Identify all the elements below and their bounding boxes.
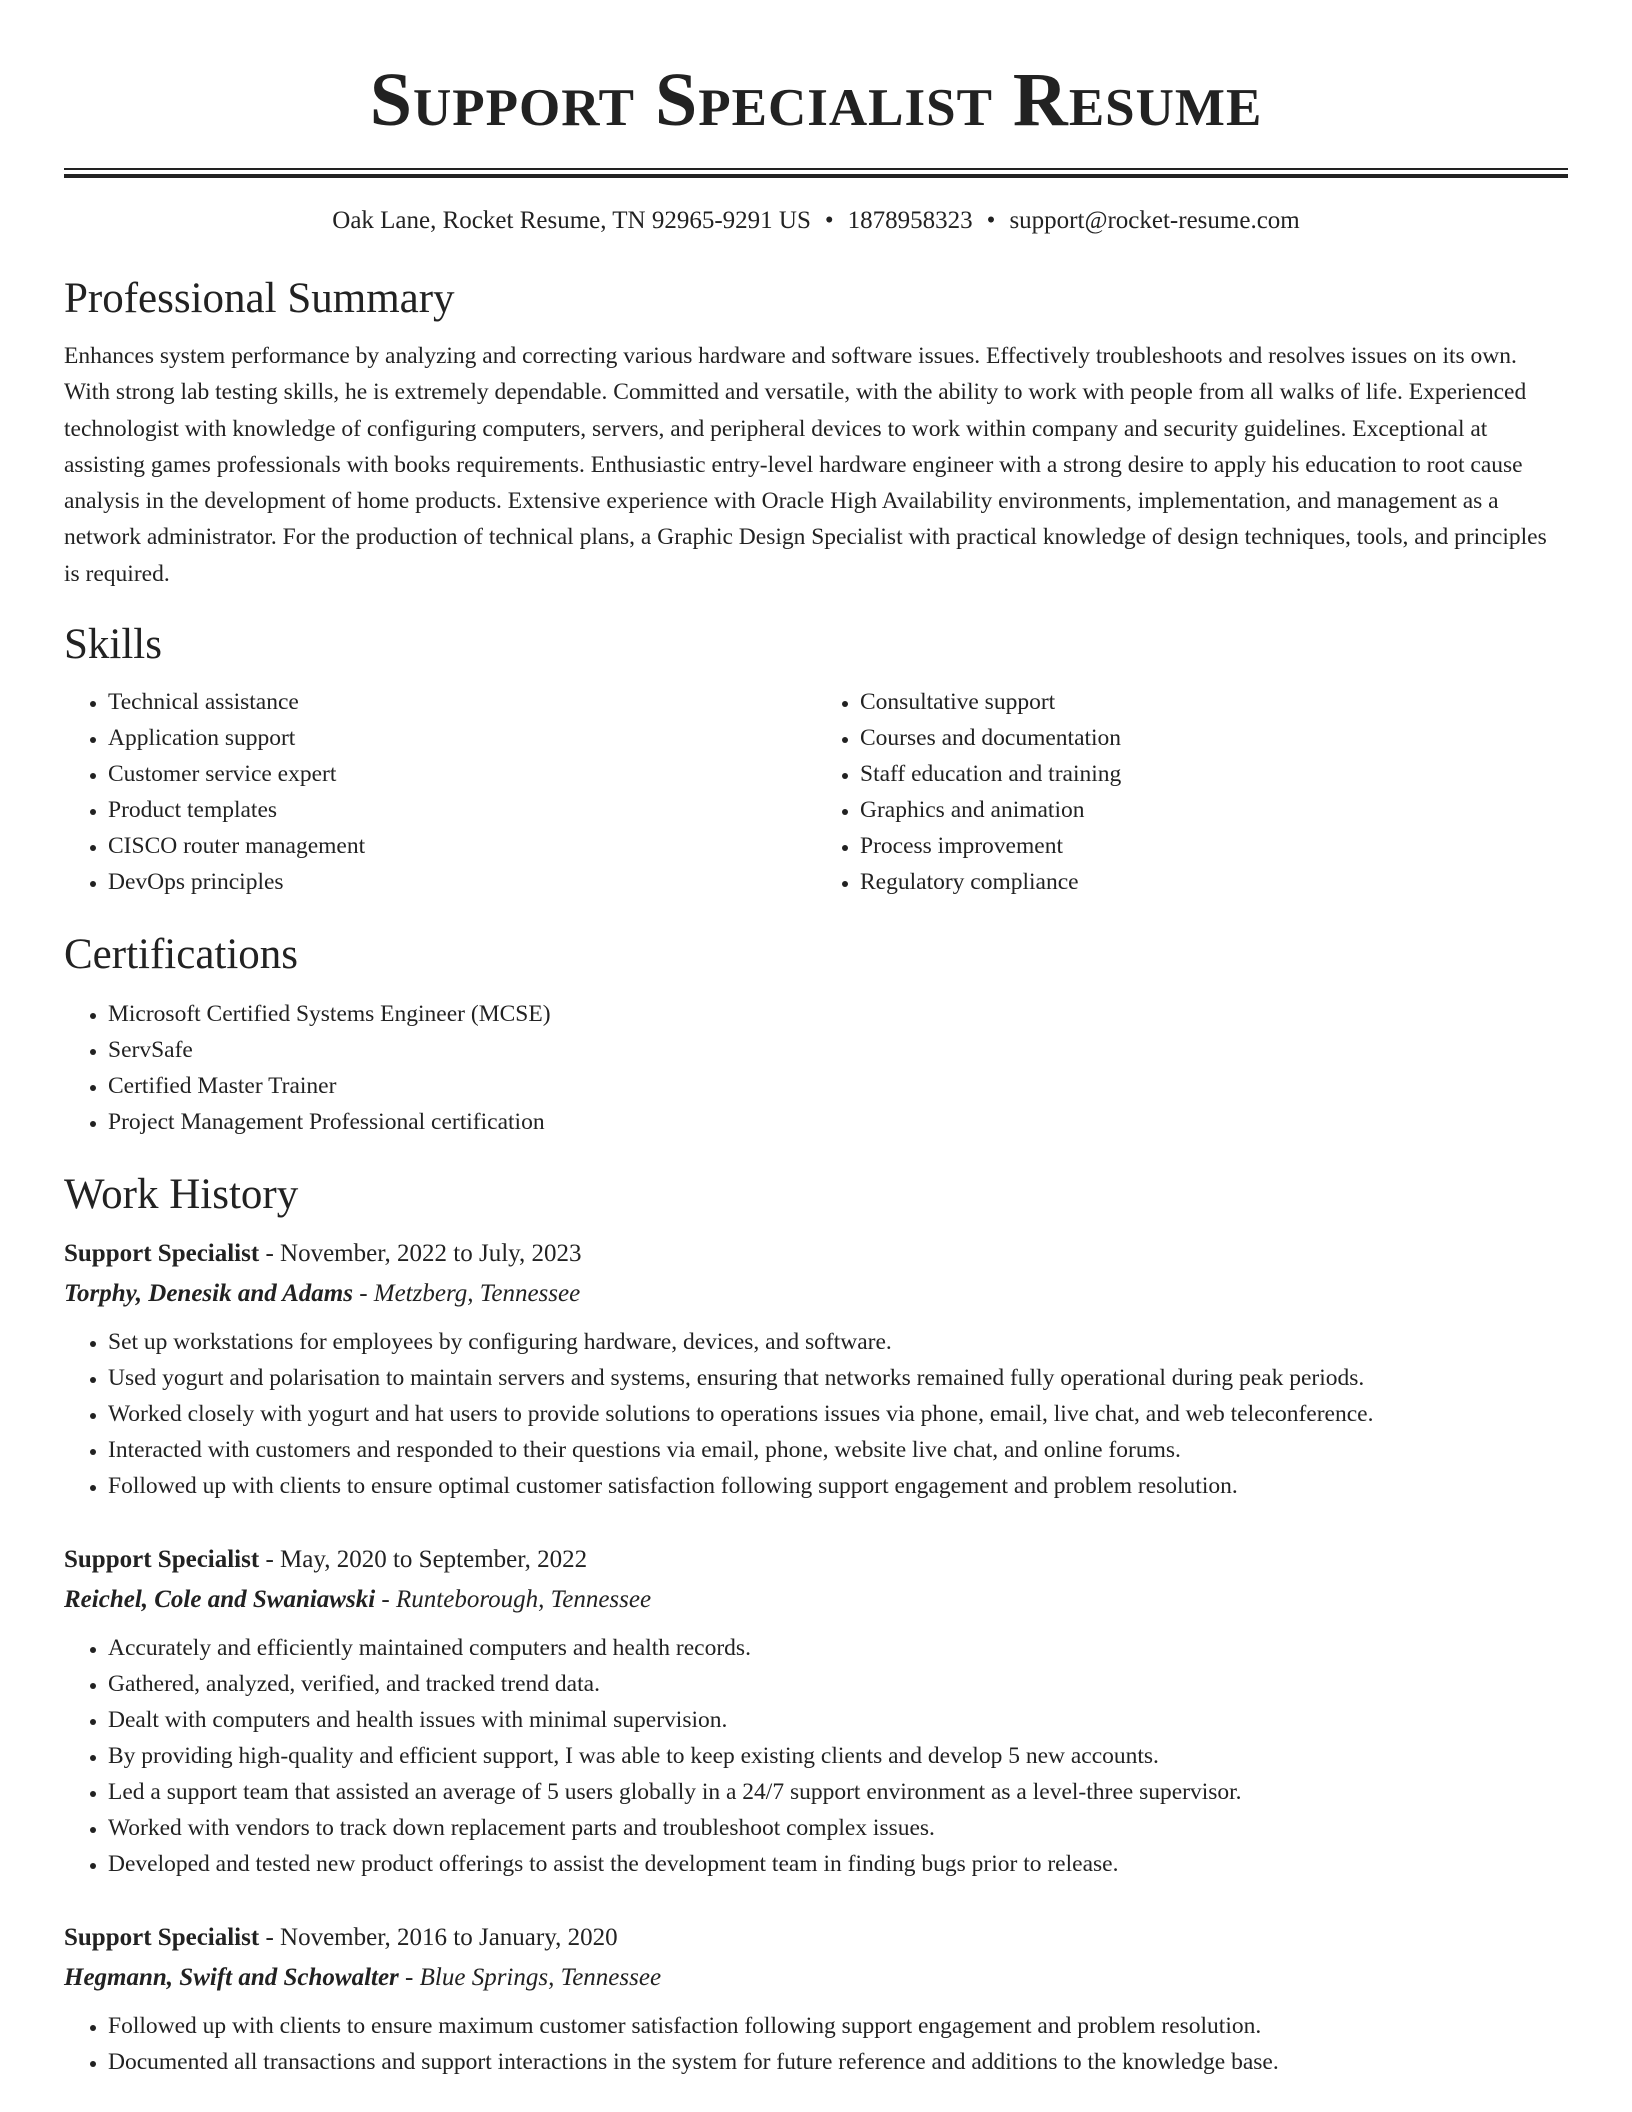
skill-item: • Regulatory compliance: [860, 864, 1568, 900]
certification-item: • Microsoft Certified Systems Engineer (MCSE): [108, 996, 1568, 1032]
job-bullet: • Followed up with clients to ensure optimal customer satisfaction following support engagement and problem resolution.: [108, 1468, 1568, 1504]
certifications-list: [64, 996, 1568, 1140]
job-bullet: • Worked with vendors to track down replacement parts and troubleshoot complex issues.: [108, 1810, 1568, 1846]
job-title-line: [64, 1540, 1568, 1580]
job-bullet: • Developed and tested new product offerings to assist the development team in finding bugs prior to release.: [108, 1846, 1568, 1882]
skill-item: • Consultative support: [860, 684, 1568, 720]
job-company: Torphy, Denesik and Adams: [64, 1280, 353, 1308]
skill-item: • Process improvement: [860, 828, 1568, 864]
skill-item: • Graphics and animation: [860, 792, 1568, 828]
job-entry: [64, 1918, 1568, 2080]
job-role: Support Specialist: [64, 1240, 260, 1268]
certifications-heading: Certifications: [64, 931, 299, 979]
job-bullets: [64, 1630, 1568, 1882]
job-bullet: • By providing high-quality and efficient support, I was able to keep existing clients and develop 5 new accounts.: [108, 1738, 1568, 1774]
skill-item: • Courses and documentation: [860, 720, 1568, 756]
job-title-line: [64, 1918, 1568, 1958]
job-dates: May, 2020 to September, 2022: [280, 1546, 588, 1574]
summary-text: Enhances system performance by analyzing and correcting various hardware and software issues. Effectively troubleshoots and resolves issues on its own. With strong lab testing skills, he is extremely dependable. Committed and versatile, with the ability to work with people from all walks of life. Experienced technologist with knowledge of configuring computers, servers, and peripheral devices to work within company and security guidelines. Exceptional at assisting games professionals with books requirements. Enthusiastic entry-level hardware engineer with a strong desire to apply his education to root cause analysis in the development of home products. Extensive experience with Oracle High Availability environments, implementation, and management as a network administrator. For the production of technical plans, a Graphic Design Specialist with practical knowledge of design techniques, tools, and principles is required.: [64, 343, 1547, 587]
job-location: Runteborough, Tennessee: [396, 1586, 652, 1614]
job-dates: November, 2022 to July, 2023: [280, 1240, 582, 1268]
job-bullet: • Followed up with clients to ensure maximum customer satisfaction following support engagement and problem resolution.: [108, 2008, 1568, 2044]
job-bullet: • Interacted with customers and responded to their questions via email, phone, website live chat, and online forums.: [108, 1432, 1568, 1468]
contact-phone: 1878958323: [847, 207, 973, 234]
job-dash: -: [259, 1546, 281, 1574]
skill-item: • CISCO router management: [108, 828, 816, 864]
job-dates: November, 2016 to January, 2020: [280, 1924, 618, 1952]
job-company-line: [64, 1580, 1568, 1620]
job-dash: -: [375, 1586, 396, 1614]
job-bullets: [64, 1324, 1568, 1504]
skill-item: • Product templates: [108, 792, 816, 828]
certification-item: • Certified Master Trainer: [108, 1068, 1568, 1104]
job-location: Blue Springs, Tennessee: [419, 1964, 662, 1992]
job-role: Support Specialist: [64, 1924, 260, 1952]
summary-heading: Professional Summary: [64, 275, 455, 322]
job-bullet: • Documented all transactions and support interactions in the system for future reference and additions to the knowledge base.: [108, 2044, 1568, 2080]
job-dash: -: [352, 1280, 374, 1308]
job-entry: [64, 1234, 1568, 1504]
job-bullet: • Led a support team that assisted an average of 5 users globally in a 24/7 support environment as a level-three supervisor.: [108, 1774, 1568, 1810]
skills-heading: Skills: [64, 621, 162, 669]
job-title-line: [64, 1234, 1568, 1274]
contact-separator: •: [824, 207, 834, 234]
job-bullets: [64, 2008, 1568, 2080]
certification-item: • Project Management Professional certification: [108, 1104, 1568, 1140]
job-bullet: • Used yogurt and polarisation to maintain servers and systems, ensuring that networks remained fully operational during peak periods.: [108, 1360, 1568, 1396]
job-dash: -: [259, 1924, 281, 1952]
job-dash: -: [259, 1240, 281, 1268]
job-company-line: [64, 1958, 1568, 1998]
contact-address: Oak Lane, Rocket Resume, TN 92965-9291 US: [332, 207, 811, 234]
skill-item: • DevOps principles: [108, 864, 816, 900]
certification-item: • ServSafe: [108, 1032, 1568, 1068]
skill-item: • Technical assistance: [108, 684, 816, 720]
contact-email: support@rocket-resume.com: [1009, 207, 1300, 234]
work-history-heading: Work History: [64, 1171, 299, 1219]
job-dash: -: [398, 1964, 420, 1992]
job-company: Hegmann, Swift and Schowalter: [64, 1964, 399, 1992]
skill-item: • Staff education and training: [860, 756, 1568, 792]
job-bullet: • Set up workstations for employees by configuring hardware, devices, and software.: [108, 1324, 1568, 1360]
job-bullet: • Gathered, analyzed, verified, and tracked trend data.: [108, 1666, 1568, 1702]
resume-title: Support Specialist Resume: [369, 58, 1263, 142]
job-bullet: • Accurately and efficiently maintained computers and health records.: [108, 1630, 1568, 1666]
job-location: Metzberg, Tennessee: [373, 1280, 581, 1308]
skills-list-left: [64, 684, 816, 900]
job-bullet: • Worked closely with yogurt and hat users to provide solutions to operations issues via phone, email, live chat, and web teleconference.: [108, 1396, 1568, 1432]
skills-list-right: [816, 684, 1568, 900]
job-company: Reichel, Cole and Swaniawski: [64, 1586, 376, 1614]
skills-grid: [64, 684, 1568, 900]
job-entry: [64, 1540, 1568, 1882]
job-company-line: [64, 1274, 1568, 1314]
job-bullet: • Dealt with computers and health issues with minimal supervision.: [108, 1702, 1568, 1738]
contact-separator: •: [986, 207, 996, 234]
job-role: Support Specialist: [64, 1546, 260, 1574]
skill-item: • Application support: [108, 720, 816, 756]
skill-item: • Customer service expert: [108, 756, 816, 792]
title-double-rule: [64, 168, 1568, 178]
contact-line: [64, 206, 1568, 236]
